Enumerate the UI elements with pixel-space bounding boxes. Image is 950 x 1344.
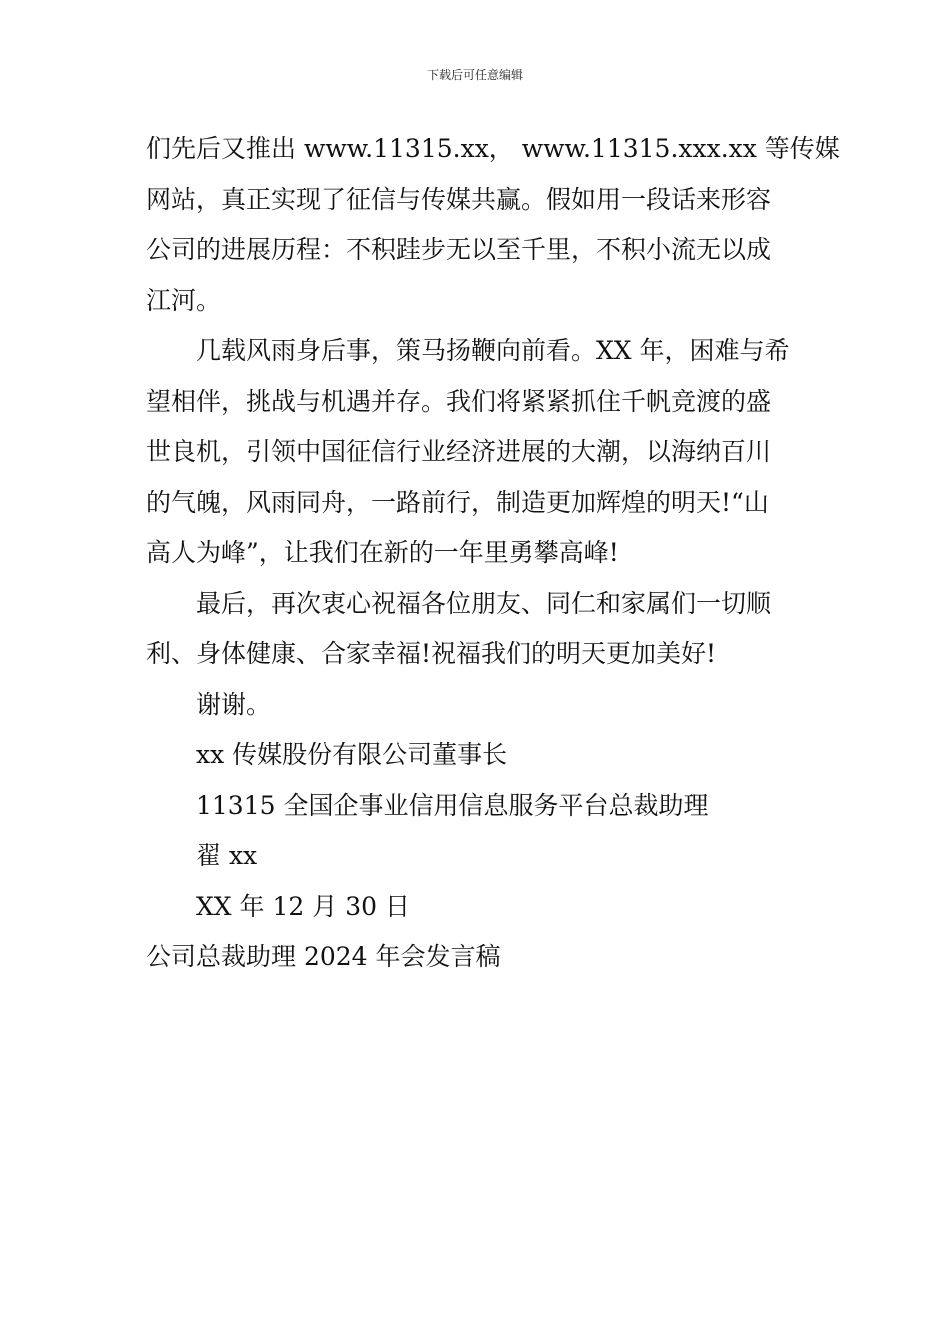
document-body	[146, 124, 840, 983]
text-line: 望相伴，挑战与机遇并存。我们将紧紧抓住千帆竞渡的盛	[146, 386, 772, 416]
signer-name: 翟 xx	[196, 841, 258, 870]
date-text: XX 年 12 月 30 日	[196, 891, 410, 921]
text-line: 们先后又推出 www.11315.xx， www.11315.xxx.xx 等传媒	[146, 134, 840, 163]
paragraph-3	[146, 579, 808, 680]
paragraph-2	[146, 326, 808, 579]
text-line: 几载风雨身后事，策马扬鞭向前看。XX 年，困难与希	[196, 336, 790, 365]
text-line: 江河。	[146, 285, 222, 315]
paragraph-1	[146, 124, 840, 326]
text-line: 世良机，引领中国征信行业经济进展的大潮，以海纳百川	[146, 437, 772, 466]
closing-block	[146, 680, 808, 933]
thanks-text: 谢谢。	[196, 689, 272, 719]
text-line: 公司的进展历程：不积跬步无以至千里，不积小流无以成	[146, 235, 772, 264]
page-header: 下载后可任意编辑	[426, 68, 523, 82]
text-line: 高人为峰”，让我们在新的一年里勇攀高峰!	[146, 538, 619, 567]
text-line: 的气魄，风雨同舟，一路前行，制造更加辉煌的明天!“山	[146, 487, 769, 517]
signer-title-2: 11315 全国企事业信用信息服务平台总裁助理	[196, 790, 709, 820]
document-title: 公司总裁助理 2024 年会发言稿	[146, 942, 501, 971]
text-line: 最后，再次衷心祝福各位朋友、同仁和家属们一切顺	[196, 588, 772, 618]
signer-title-1: xx 传媒股份有限公司董事长	[196, 740, 508, 769]
text-line: 网站，真正实现了征信与传媒共赢。假如用一段话来形容	[146, 184, 772, 214]
text-line: 利、身体健康、合家幸福!祝福我们的明天更加美好!	[146, 639, 717, 668]
